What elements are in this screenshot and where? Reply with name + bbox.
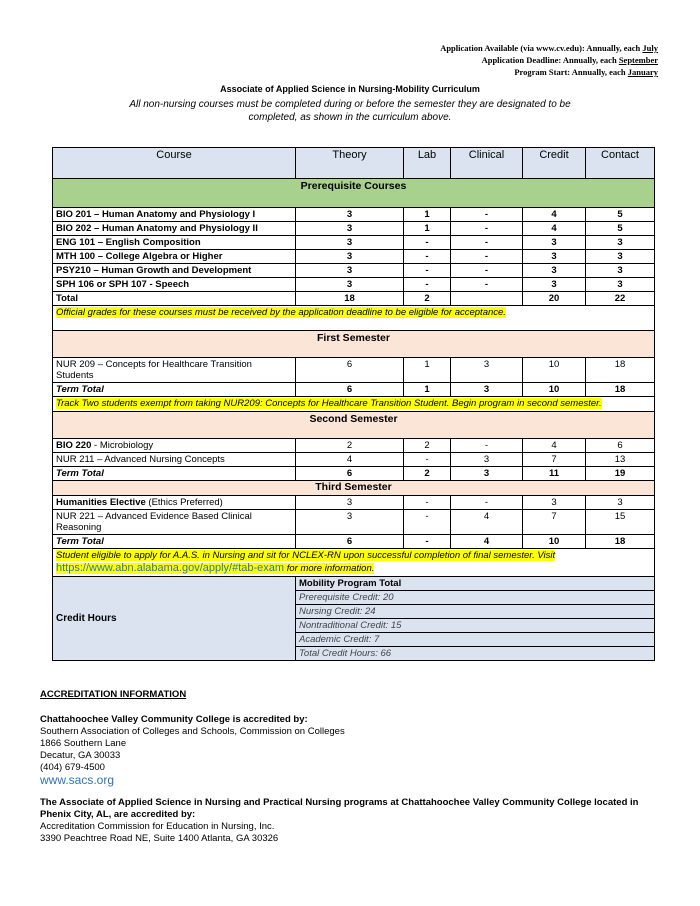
cell-contact: 15 bbox=[586, 510, 655, 535]
program-start-text: Program Start: Annually, each bbox=[514, 67, 628, 77]
cell-lab: - bbox=[404, 278, 451, 292]
cell-lab: - bbox=[404, 236, 451, 250]
cell-theory: 6 bbox=[296, 358, 404, 383]
sacs-phone: (404) 679-4500 bbox=[40, 762, 105, 773]
total-credit: 20 bbox=[523, 292, 586, 306]
cell-clinical: - bbox=[451, 278, 523, 292]
curriculum-table bbox=[52, 147, 655, 661]
cell-theory: 3 bbox=[296, 250, 404, 264]
table-row bbox=[53, 439, 655, 453]
cell-clinical: - bbox=[451, 236, 523, 250]
cell-credit: 10 bbox=[523, 535, 586, 549]
cell-contact: 18 bbox=[586, 535, 655, 549]
term-total-label: Term Total bbox=[53, 535, 296, 549]
first-note-row bbox=[53, 397, 655, 412]
page-title: Associate of Applied Science in Nursing-Mobility Curriculum bbox=[220, 84, 480, 94]
cell-contact: 3 bbox=[586, 250, 655, 264]
cell-course: BIO 201 – Human Anatomy and Physiology I bbox=[53, 208, 296, 222]
total-clinical bbox=[451, 292, 523, 306]
nontraditional-credit: Nontraditional Credit: 15 bbox=[296, 619, 655, 633]
abn-exam-link[interactable]: https://www.abn.alabama.gov/apply/#tab-exam bbox=[56, 562, 285, 574]
cell-contact: 18 bbox=[586, 358, 655, 383]
nursing-credit: Nursing Credit: 24 bbox=[296, 605, 655, 619]
term-total-row bbox=[53, 383, 655, 397]
cell-course: MTH 100 – College Algebra or Higher bbox=[53, 250, 296, 264]
cell-contact: 6 bbox=[586, 439, 655, 453]
application-info bbox=[440, 42, 658, 78]
table-row bbox=[53, 208, 655, 222]
accreditation-heading: ACCREDITATION INFORMATION bbox=[40, 689, 187, 700]
cell-contact: 3 bbox=[586, 496, 655, 510]
table-row bbox=[53, 453, 655, 467]
cell-credit: 11 bbox=[523, 467, 586, 481]
section-header bbox=[53, 179, 655, 208]
col-contact: Contact bbox=[586, 148, 655, 179]
cell-contact: 3 bbox=[586, 264, 655, 278]
cvcc-accredited-line: Chattahoochee Valley Community College is accredited by: bbox=[40, 714, 308, 725]
third-note-suffix: for more information. bbox=[284, 563, 375, 574]
section-header bbox=[53, 481, 655, 496]
cell-lab: - bbox=[404, 496, 451, 510]
col-credit: Credit bbox=[523, 148, 586, 179]
cell-theory: 3 bbox=[296, 236, 404, 250]
cell-lab: 1 bbox=[404, 383, 451, 397]
acen-address: 3390 Peachtree Road NE, Suite 1400 Atlanta, GA 30326 bbox=[40, 833, 279, 844]
cell-credit: 3 bbox=[523, 250, 586, 264]
cell-clinical: 3 bbox=[451, 453, 523, 467]
cell-clinical: - bbox=[451, 496, 523, 510]
total-theory: 18 bbox=[296, 292, 404, 306]
cell-lab: 1 bbox=[404, 222, 451, 236]
third-heading: Third Semester bbox=[53, 481, 655, 496]
first-note: Track Two students exempt from taking NUR209: Concepts for Healthcare Transition Student. Begin program in second semester. bbox=[56, 398, 602, 409]
program-start-month: January bbox=[627, 67, 658, 77]
cell-credit: 10 bbox=[523, 358, 586, 383]
cell-contact: 5 bbox=[586, 208, 655, 222]
cell-credit: 4 bbox=[523, 208, 586, 222]
credit-hours-row bbox=[53, 577, 655, 591]
app-deadline-month: September bbox=[618, 55, 658, 65]
cell-theory: 4 bbox=[296, 453, 404, 467]
cell-contact: 18 bbox=[586, 383, 655, 397]
cell-theory: 3 bbox=[296, 496, 404, 510]
cell-clinical: 4 bbox=[451, 510, 523, 535]
third-note-text: Student eligible to apply for A.A.S. in Nursing and sit for NCLEX-RN upon successful completion of final semester. Visit bbox=[56, 550, 556, 561]
acen-name: Accreditation Commission for Education in Nursing, Inc. bbox=[40, 821, 275, 832]
table-row bbox=[53, 222, 655, 236]
cell-contact: 13 bbox=[586, 453, 655, 467]
second-heading: Second Semester bbox=[53, 412, 655, 439]
table-row bbox=[53, 496, 655, 510]
cell-lab: 2 bbox=[404, 467, 451, 481]
total-contact: 22 bbox=[586, 292, 655, 306]
cell-clinical: - bbox=[451, 264, 523, 278]
cell-credit: 3 bbox=[523, 236, 586, 250]
table-row bbox=[53, 250, 655, 264]
term-total-label: Term Total bbox=[53, 467, 296, 481]
cell-clinical: - bbox=[451, 222, 523, 236]
cell-credit: 3 bbox=[523, 264, 586, 278]
prereq-credit: Prerequisite Credit: 20 bbox=[296, 591, 655, 605]
cell-theory: 6 bbox=[296, 383, 404, 397]
prereq-note-row bbox=[53, 306, 655, 331]
nursing-accredited-line: The Associate of Applied Science in Nursing and Practical Nursing programs at Chattahoochee Valley Community College located in Phenix City, AL, are accredited by: bbox=[40, 797, 639, 820]
course-code: Humanities Elective bbox=[56, 497, 146, 508]
table-row bbox=[53, 278, 655, 292]
table-row bbox=[53, 264, 655, 278]
table-row bbox=[53, 358, 655, 383]
course-name: - Microbiology bbox=[91, 440, 154, 451]
cell-course: BIO 202 – Human Anatomy and Physiology II bbox=[53, 222, 296, 236]
cell-contact: 3 bbox=[586, 278, 655, 292]
cell-theory: 3 bbox=[296, 222, 404, 236]
table-row bbox=[53, 510, 655, 535]
cell-theory: 3 bbox=[296, 264, 404, 278]
term-total-row bbox=[53, 535, 655, 549]
col-course: Course bbox=[53, 148, 296, 179]
cell-credit: 4 bbox=[523, 222, 586, 236]
cell-clinical: 3 bbox=[451, 383, 523, 397]
prereq-total-row bbox=[53, 292, 655, 306]
cell-clinical: - bbox=[451, 439, 523, 453]
cell-contact: 5 bbox=[586, 222, 655, 236]
sacs-address-2: Decatur, GA 30033 bbox=[40, 750, 121, 761]
cell-lab: - bbox=[404, 453, 451, 467]
mobility-total-header: Mobility Program Total bbox=[296, 577, 655, 591]
prereq-heading: Prerequisite Courses bbox=[53, 179, 655, 208]
cell-theory: 6 bbox=[296, 467, 404, 481]
cell-lab: 2 bbox=[404, 439, 451, 453]
cell-credit: 10 bbox=[523, 383, 586, 397]
col-theory: Theory bbox=[296, 148, 404, 179]
app-available-text: Application Available (via www.cv.edu): Annually, each bbox=[440, 43, 643, 53]
course-humanities bbox=[53, 496, 296, 510]
cell-clinical: 4 bbox=[451, 535, 523, 549]
cell-clinical: 3 bbox=[451, 467, 523, 481]
cell-lab: - bbox=[404, 264, 451, 278]
cell-contact: 3 bbox=[586, 236, 655, 250]
term-total-row bbox=[53, 467, 655, 481]
prereq-rows bbox=[53, 208, 655, 292]
cell-credit: 3 bbox=[523, 496, 586, 510]
credit-hours-label: Credit Hours bbox=[53, 577, 296, 661]
course-code: BIO 220 bbox=[56, 440, 92, 451]
total-label: Total bbox=[53, 292, 296, 306]
course-name: (Ethics Preferred) bbox=[145, 497, 223, 508]
cell-clinical: 3 bbox=[451, 358, 523, 383]
cell-theory: 3 bbox=[296, 208, 404, 222]
cell-theory: 6 bbox=[296, 535, 404, 549]
section-header bbox=[53, 412, 655, 439]
app-deadline-text: Application Deadline: Annually, each bbox=[481, 55, 619, 65]
col-lab: Lab bbox=[404, 148, 451, 179]
app-available-month: July bbox=[642, 43, 658, 53]
cell-course: SPH 106 or SPH 107 - Speech bbox=[53, 278, 296, 292]
cell-course: PSY210 – Human Growth and Development bbox=[53, 264, 296, 278]
term-total-label: Term Total bbox=[53, 383, 296, 397]
cell-theory: 2 bbox=[296, 439, 404, 453]
sacs-link[interactable]: www.sacs.org bbox=[40, 773, 115, 787]
col-clinical: Clinical bbox=[451, 148, 523, 179]
cell-clinical: - bbox=[451, 208, 523, 222]
cell-credit: 3 bbox=[523, 278, 586, 292]
cell-theory: 3 bbox=[296, 510, 404, 535]
total-lab: 2 bbox=[404, 292, 451, 306]
third-note-row bbox=[53, 549, 655, 577]
cell-contact: 19 bbox=[586, 467, 655, 481]
cell-credit: 4 bbox=[523, 439, 586, 453]
cell-credit: 7 bbox=[523, 453, 586, 467]
cell-course: ENG 101 – English Composition bbox=[53, 236, 296, 250]
cell-lab: 1 bbox=[404, 208, 451, 222]
course-nur209: NUR 209 – Concepts for Healthcare Transition Students bbox=[53, 358, 296, 383]
cell-lab: - bbox=[404, 510, 451, 535]
page-subtitle: All non-nursing courses must be completed during or before the semester they are designated to be completed, as shown in the curriculum above. bbox=[129, 99, 571, 123]
academic-credit: Academic Credit: 7 bbox=[296, 633, 655, 647]
course-bio220 bbox=[53, 439, 296, 453]
cell-lab: 1 bbox=[404, 358, 451, 383]
course-nur211: NUR 211 – Advanced Nursing Concepts bbox=[53, 453, 296, 467]
cell-lab: - bbox=[404, 250, 451, 264]
table-row bbox=[53, 236, 655, 250]
sacs-address-1: 1866 Southern Lane bbox=[40, 738, 127, 749]
cell-theory: 3 bbox=[296, 278, 404, 292]
course-nur221: NUR 221 – Advanced Evidence Based Clinical Reasoning bbox=[53, 510, 296, 535]
sacs-name: Southern Association of Colleges and Schools, Commission on Colleges bbox=[40, 726, 345, 737]
table-header-row bbox=[53, 148, 655, 179]
cell-credit: 7 bbox=[523, 510, 586, 535]
cell-lab: - bbox=[404, 535, 451, 549]
prereq-note: Official grades for these courses must be received by the application deadline to be eligible for acceptance. bbox=[56, 307, 506, 318]
cell-clinical: - bbox=[451, 250, 523, 264]
total-credit-hours: Total Credit Hours: 66 bbox=[296, 647, 655, 661]
section-header bbox=[53, 331, 655, 358]
first-heading: First Semester bbox=[53, 331, 655, 358]
accreditation-section bbox=[40, 689, 670, 845]
